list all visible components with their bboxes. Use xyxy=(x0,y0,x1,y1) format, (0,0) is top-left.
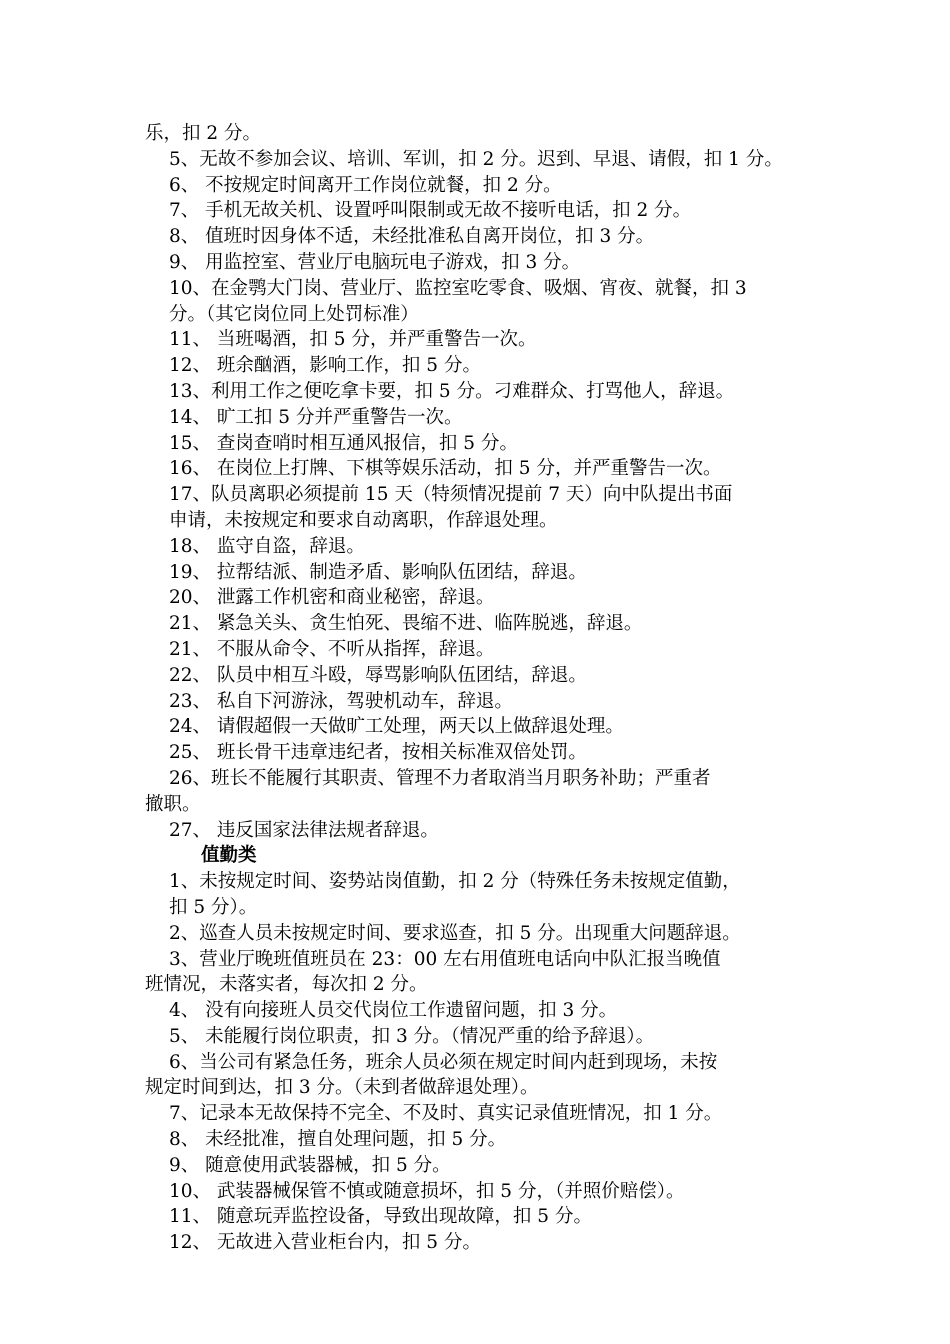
document-line: 7、 手机无故关机、设置呼叫限制或无故不接听电话，扣 2 分。 xyxy=(169,200,692,222)
document-line: 5、 未能履行岗位职责，扣 3 分。（情况严重的给予辞退）。 xyxy=(169,1025,655,1047)
document-line: 班情况，未落实者，每次扣 2 分。 xyxy=(145,974,428,996)
document-line: 12、 无故进入营业柜台内，扣 5 分。 xyxy=(169,1232,481,1254)
document-line: 25、 班长骨干违章违纪者，按相关标准双倍处罚。 xyxy=(169,742,587,764)
document-line: 21、 紧急关头、贪生怕死、畏缩不进、临阵脱逃，辞退。 xyxy=(169,613,643,635)
document-line: 17、队员离职必须提前 15 天（特须情况提前 7 天）向中队提出书面 xyxy=(169,484,733,506)
document-line: 14、 旷工扣 5 分并严重警告一次。 xyxy=(169,406,463,428)
document-line: 3、营业厅晚班值班员在 23：00 左右用值班电话向中队汇报当晚值 xyxy=(169,948,721,970)
document-line: 1、未按规定时间、姿势站岗值勤，扣 2 分（特殊任务未按规定值勤， xyxy=(169,871,741,893)
document-line: 18、 监守自盗，辞退。 xyxy=(169,535,365,557)
document-line: 21、 不服从命令、不听从指挥，辞退。 xyxy=(169,638,495,660)
document-line: 6、当公司有紧急任务，班余人员必须在规定时间内赶到现场，未按 xyxy=(169,1051,718,1073)
document-line: 27、 违反国家法律法规者辞退。 xyxy=(169,819,439,841)
document-line: 11、 随意玩弄监控设备，导致出现故障，扣 5 分。 xyxy=(169,1206,592,1228)
document-line: 8、 未经批准，擅自处理问题，扣 5 分。 xyxy=(169,1129,507,1151)
document-line: 乐，扣 2 分。 xyxy=(145,123,262,144)
document-line: 4、 没有向接班人员交代岗位工作遗留问题，扣 3 分。 xyxy=(169,1000,618,1022)
document-line: 扣 5 分）。 xyxy=(169,896,258,918)
document-line: 19、 拉帮结派、制造矛盾、影响队伍团结，辞退。 xyxy=(169,561,587,583)
document-line: 22、 队员中相互斗殴，辱骂影响队伍团结，辞退。 xyxy=(169,664,587,686)
document-line: 9、 随意使用武装器械，扣 5 分。 xyxy=(169,1154,451,1176)
document-line: 10、在金鹗大门岗、营业厅、监控室吃零食、吸烟、宵夜、就餐，扣 3 xyxy=(169,277,747,299)
document-line: 9、 用监控室、营业厅电脑玩电子游戏，扣 3 分。 xyxy=(169,251,581,273)
document-line: 11、 当班喝酒，扣 5 分，并严重警告一次。 xyxy=(169,329,537,351)
document-line: 12、 班余酗酒，影响工作，扣 5 分。 xyxy=(169,355,481,377)
document-line: 规定时间到达，扣 3 分。（未到者做辞退处理）。 xyxy=(145,1077,539,1099)
document-line: 13、利用工作之便吃拿卡要，扣 5 分。刁难群众、打骂他人，辞退。 xyxy=(169,380,735,402)
section-heading: 值勤类 xyxy=(201,845,257,867)
document-line: 6、 不按规定时间离开工作岗位就餐，扣 2 分。 xyxy=(169,174,562,196)
document-body xyxy=(145,121,810,1256)
document-line: 24、 请假超假一天做旷工处理，两天以上做辞退处理。 xyxy=(169,716,624,738)
document-line: 撤职。 xyxy=(145,793,201,815)
document-line: 23、 私自下河游泳，驾驶机动车，辞退。 xyxy=(169,690,513,712)
document-line: 7、记录本无故保持不完全、不及时、真实记录值班情况，扣 1 分。 xyxy=(169,1103,723,1125)
document-line: 15、 查岗查哨时相互通风报信，扣 5 分。 xyxy=(169,432,518,454)
document-line: 5、无故不参加会议、培训、军训，扣 2 分。迟到、早退、请假，扣 1 分。 xyxy=(169,148,783,170)
document-line: 10、 武装器械保管不慎或随意损坏，扣 5 分，（并照价赔偿）。 xyxy=(169,1180,685,1202)
document-line: 申请，未按规定和要求自动离职，作辞退处理。 xyxy=(169,509,558,531)
document-line: 2、巡查人员未按规定时间、要求巡查，扣 5 分。出现重大问题辞退。 xyxy=(169,922,741,944)
document-line: 26、班长不能履行其职责、管理不力者取消当月职务补助；严重者 xyxy=(169,767,711,789)
document-line: 分。（其它岗位同上处罚标准） xyxy=(169,303,419,325)
document-line: 20、 泄露工作机密和商业秘密，辞退。 xyxy=(169,587,495,609)
document-line: 8、 值班时因身体不适，未经批准私自离开岗位，扣 3 分。 xyxy=(169,226,655,248)
document-line: 16、 在岗位上打牌、下棋等娱乐活动，扣 5 分，并严重警告一次。 xyxy=(169,458,722,480)
